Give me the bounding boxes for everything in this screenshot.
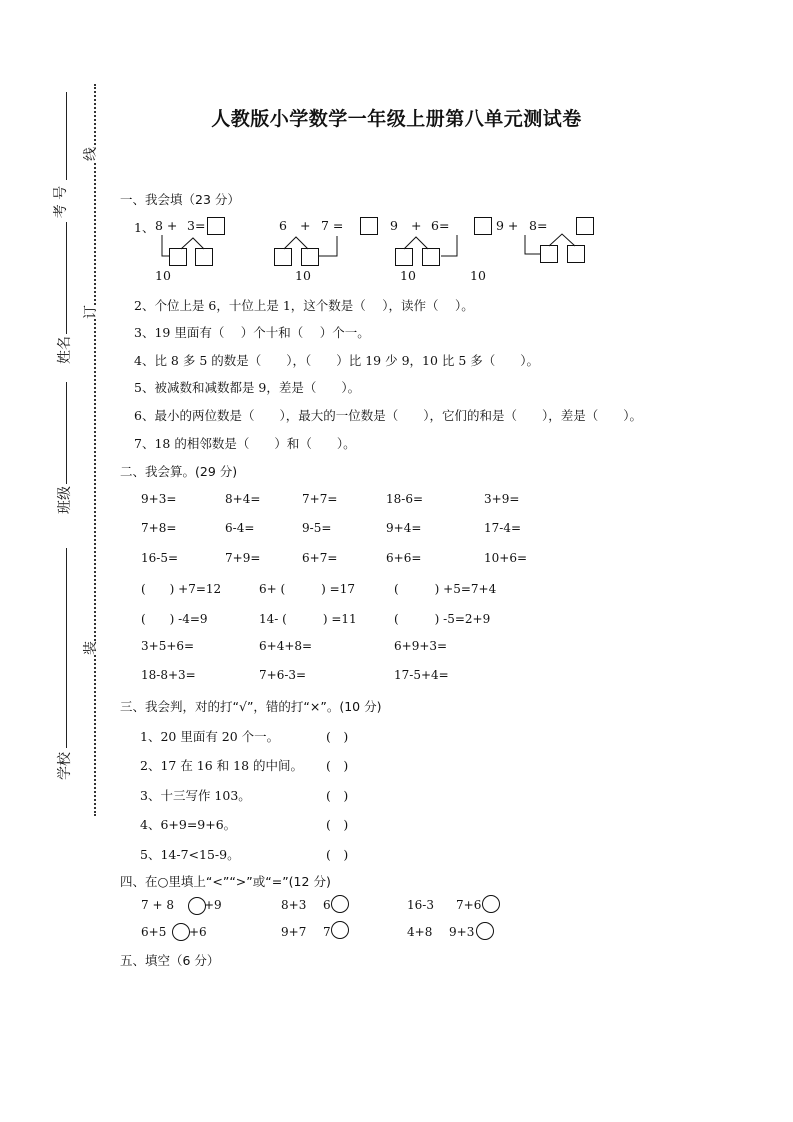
q1-item2-a: 6 [279, 218, 287, 233]
calc-item: 17-5+4= [394, 668, 449, 682]
compare-mid: 9+3 [449, 925, 475, 939]
calc-item: 6+6= [386, 551, 422, 565]
tf-item-answer[interactable]: ( ) [326, 817, 349, 832]
question-5: 5、被减数和减数都是 9，差是（ ）。 [134, 380, 361, 395]
class-label: 班级 [57, 486, 73, 514]
tf-item-answer[interactable]: ( ) [326, 758, 349, 773]
calc-item: 17-4= [484, 521, 522, 535]
q1-item2-ten: 10 [295, 268, 311, 283]
calc-item: 3+5+6= [141, 639, 195, 653]
calc-item: ( ) +5=7+4 [394, 582, 497, 596]
calc-item: 7+6-3= [259, 668, 307, 682]
question-6: 6、最小的两位数是（ ），最大的一位数是（ ），它们的和是（ ），差是（ ）。 [134, 408, 642, 423]
calc-item: 7+7= [302, 492, 338, 506]
compare-circle[interactable] [331, 921, 349, 939]
calc-item: 14- ( ) =11 [259, 612, 357, 626]
compare-left: 6+5 [141, 925, 167, 939]
calc-item: 6+ ( ) =17 [259, 582, 356, 596]
compare-right: +6 [189, 925, 207, 939]
compare-circle[interactable] [172, 923, 190, 941]
calc-item: 7+9= [225, 551, 261, 565]
question-7: 7、18 的相邻数是（ ）和（ ）。 [134, 436, 356, 451]
compare-left: 9+7 [281, 925, 307, 939]
calc-item: 9+4= [386, 521, 422, 535]
question-2: 2、个位上是 6，十位上是 1，这个数是（ ），读作（ ）。 [134, 298, 474, 313]
compare-circle[interactable] [482, 895, 500, 913]
tf-item-text: 2、17 在 16 和 18 的中间。 [140, 758, 304, 773]
calc-item: 6+7= [302, 551, 338, 565]
calc-item: ( ) -5=2+9 [394, 612, 491, 626]
q1-item4-a: 9 + [496, 218, 519, 233]
calc-item: 6-4= [225, 521, 255, 535]
calc-item: 6+9+3= [394, 639, 448, 653]
compare-mid: 7+6 [456, 898, 482, 912]
calc-item: 9+3= [141, 492, 177, 506]
calc-item: ( ) -4=9 [141, 612, 208, 626]
question-4: 4、比 8 多 5 的数是（ ），（ ）比 19 少 9，10 比 5 多（ ）。 [134, 353, 540, 368]
calc-item: ( ) +7=12 [141, 582, 222, 596]
binding-word-ding: 订 [83, 305, 99, 319]
calc-item: 18-6= [386, 492, 424, 506]
q1-item4-b: 8= [529, 218, 548, 233]
binding-word-xian: 线 [83, 147, 99, 161]
q1-item3-ten: 10 [400, 268, 416, 283]
exam-number-label: 考 号 [53, 185, 70, 219]
calc-item: 8+4= [225, 492, 261, 506]
q1-item1-ten: 10 [155, 268, 171, 283]
compare-left: 7 + 8 [141, 898, 174, 912]
tf-item-text: 5、14-7<15-9。 [140, 847, 240, 862]
school-label: 学校 [57, 752, 73, 780]
tf-item-answer[interactable]: ( ) [326, 788, 349, 803]
q1-item3-b: 6= [431, 218, 450, 233]
q1-item3-op: + [411, 218, 422, 233]
q1-item2-b: 7 = [321, 218, 344, 233]
q1-item3-a: 9 [390, 218, 398, 233]
tf-item-answer[interactable]: ( ) [326, 847, 349, 862]
compare-right: +9 [204, 898, 222, 912]
section4-heading: 四、在○里填上“<”“>”或“=”(12 分) [120, 874, 331, 889]
page-title: 人教版小学数学一年级上册第八单元测试卷 [211, 108, 582, 130]
tf-item-text: 1、20 里面有 20 个一。 [140, 729, 280, 744]
compare-mid: 6 [323, 898, 331, 912]
calc-item: 6+4+8= [259, 639, 313, 653]
binding-word-zhuang: 装 [83, 641, 99, 655]
calc-item: 3+9= [484, 492, 520, 506]
name-label: 姓名 [57, 336, 73, 364]
calc-item: 16-5= [141, 551, 179, 565]
compare-left: 4+8 [407, 925, 433, 939]
section5-heading: 五、填空（6 分） [120, 953, 220, 968]
compare-left: 8+3 [281, 898, 307, 912]
section1-heading: 一、我会填（23 分） [120, 192, 240, 207]
compare-mid: 7 [323, 925, 331, 939]
q1-item1-a: 8 + [155, 218, 178, 233]
calc-item: 7+8= [141, 521, 177, 535]
compare-left: 16-3 [407, 898, 434, 912]
question-3: 3、19 里面有（ ）个十和（ ）个一。 [134, 325, 370, 340]
tf-item-text: 3、十三写作 103。 [140, 788, 251, 803]
calc-item: 10+6= [484, 551, 528, 565]
compare-circle[interactable] [476, 922, 494, 940]
q1-item2-op: + [300, 218, 311, 233]
q1-prefix: 1、 [134, 220, 155, 235]
calc-item: 9-5= [302, 521, 332, 535]
tf-item-text: 4、6+9=9+6。 [140, 817, 237, 832]
section2-heading: 二、我会算。(29 分) [120, 464, 238, 479]
tf-item-answer[interactable]: ( ) [326, 729, 349, 744]
compare-circle[interactable] [331, 895, 349, 913]
calc-item: 18-8+3= [141, 668, 196, 682]
q1-item1-b: 3= [187, 218, 206, 233]
section3-heading: 三、我会判，对的打“√”，错的打“×”。(10 分) [120, 699, 382, 714]
q1-item4-ten: 10 [470, 268, 486, 283]
